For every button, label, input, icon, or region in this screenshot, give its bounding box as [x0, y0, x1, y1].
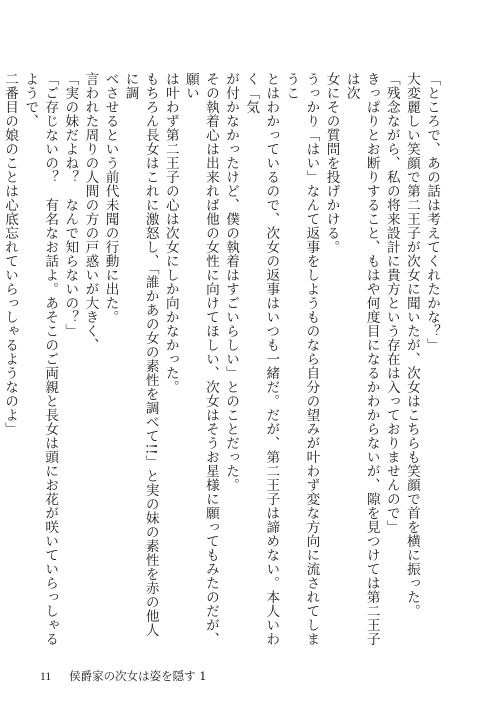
running-title: 侯爵家の次女は姿を隠す 1: [69, 669, 207, 683]
text-line: は叶わず第二王子の心は次女にしか向かなかった。: [162, 72, 179, 394]
text-line: 二番目の娘のことは心底忘れていらっしゃるようなのよ」: [2, 72, 19, 436]
text-line: もちろん長女はこれに激怒し、「誰かあの女の素性を調べて!!」と実の妹の素性を赤の他人に調: [122, 72, 159, 637]
body-text: [2, 72, 442, 650]
page-footer: [40, 668, 207, 684]
text-line: 言われた周りの人間の方の戸惑いが大きく、: [82, 72, 99, 352]
page-number: 11: [40, 671, 52, 683]
text-line: うっかり「はい」なんて返事をしようものなら自分の望みが叶わず変な方向に流されてしまうこ: [283, 72, 320, 646]
text-line: きっぱりとお断りすること、もはや何度目になるかわからないが、隙を見つけては第二王子は次: [343, 72, 380, 646]
text-line: 「ご存じないの？ 有名なお話よ。あそこのご両親と長女は頭にお花が咲いていらっしゃるようで、: [22, 72, 59, 646]
text-line: 「ところで、あの話は考えてくれたかな？」: [424, 72, 440, 352]
text-line: べさせるという前代未聞の行動に出た。: [102, 72, 119, 324]
text-line: 大変麗しい笑顔で第二王子が次女に聞いたが、次女はこちらも笑顔で首を横に振った。: [403, 72, 420, 618]
text-line: その執着心は出来れば他の女性に向けてほしい、次女はそうお星様に願ってもみたのだが、願い: [182, 72, 219, 646]
text-line: 「実の妹だよね？ なんで知らないの？」: [62, 72, 79, 338]
text-line: が付かなかったけど、僕の執着はすごいらしい」とのことだった。: [223, 72, 240, 492]
text-line: とはわかっているので、次女の返事はいつも一緒だ。だが、第二王子は諦めない。本人いわく「気: [243, 72, 280, 646]
text-line: 「残念ながら、私の将来設計に貴方という存在は入っておりませんので」: [383, 72, 400, 534]
text-line: 女にその質問を投げかける。: [323, 72, 340, 254]
